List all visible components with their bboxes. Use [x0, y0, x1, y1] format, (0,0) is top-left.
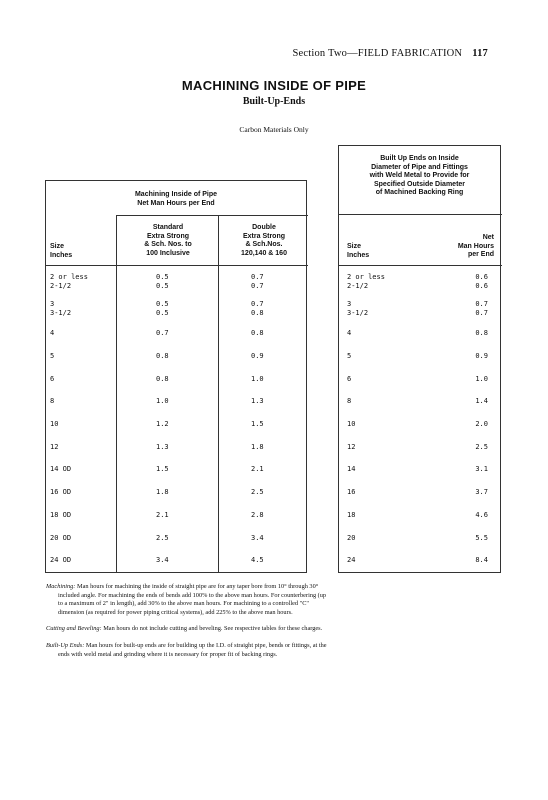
standard-value-cell: 2.1: [156, 511, 169, 519]
size-cell: 4: [50, 329, 55, 337]
size-cell: 8: [347, 397, 352, 405]
double-value-cell: 1.8: [251, 443, 264, 451]
man-hours-cell: 1.0: [475, 375, 488, 383]
size-cell: 24 OD: [50, 556, 72, 564]
note-text: dimension (as required for power piping critical systems), add 225% to the above man hours.: [58, 608, 293, 616]
size-cell: 12: [50, 443, 59, 451]
size-cell: 20: [347, 534, 356, 542]
double-value-cell: 0.9: [251, 352, 264, 360]
size-cell: 16: [347, 488, 356, 496]
note-text: Man hours do not include cutting and beveling. See respective tables for these charges.: [103, 625, 323, 633]
footnotes: [46, 583, 502, 667]
page-number: 117: [472, 48, 488, 59]
header-line: Size: [347, 243, 362, 250]
size-cell: 20 OD: [50, 534, 72, 542]
header-net-man-hours: [458, 234, 494, 260]
size-cell: 5: [50, 352, 55, 360]
man-hours-cell: 3.1: [475, 465, 488, 473]
man-hours-cell: 2.5: [475, 443, 488, 451]
size-cell: 2-1/2: [347, 282, 369, 290]
standard-value-cell: 0.8: [156, 375, 169, 383]
machining-table: [45, 180, 307, 573]
caption-line: Machining Inside of Pipe: [134, 191, 218, 198]
built-up-note: [46, 642, 502, 659]
page-title: MACHINING INSIDE OF PIPE: [181, 78, 367, 93]
double-value-cell: 2.5: [251, 488, 264, 496]
double-value-cell: 0.7: [251, 282, 264, 290]
cutting-note: [46, 625, 502, 634]
double-value-cell: 4.5: [251, 556, 264, 564]
caption-line: with Weld Metal to Provide for: [369, 172, 470, 179]
header-line: Size: [50, 243, 65, 250]
standard-value-cell: 2.5: [156, 534, 169, 542]
double-value-cell: 0.7: [251, 300, 264, 308]
size-cell: 2 or less: [50, 273, 88, 281]
caption-line: Net Man Hours per End: [137, 199, 215, 207]
size-cell: 8: [50, 397, 55, 405]
size-cell: 3-1/2: [50, 309, 72, 317]
header-line: & Sch.Nos.: [245, 241, 283, 248]
header-line: & Sch. Nos. to: [144, 241, 192, 248]
header-line: Double: [252, 224, 276, 231]
double-value-cell: 1.5: [251, 420, 264, 428]
caption-line: Specified Outside Diameter: [373, 180, 466, 188]
caption-divider: [116, 215, 308, 216]
man-hours-cell: 3.7: [475, 488, 488, 496]
standard-value-cell: 1.5: [156, 465, 169, 473]
size-cell: 3: [50, 300, 55, 308]
double-value-cell: 0.8: [251, 309, 264, 317]
section-title: Section Two—FIELD FABRICATION: [292, 48, 463, 59]
header-size: [50, 243, 72, 260]
machining-note: [46, 583, 502, 617]
size-cell: 18: [347, 511, 356, 519]
size-cell: 3: [347, 300, 352, 308]
header-line: Net: [482, 234, 494, 241]
standard-value-cell: 0.8: [156, 352, 169, 360]
size-cell: 10: [50, 420, 59, 428]
caption-line: Built Up Ends on Inside: [380, 155, 459, 162]
size-cell: 14: [347, 465, 356, 473]
machining-caption: [46, 191, 306, 208]
size-cell: 2 or less: [347, 273, 385, 281]
note-text: Man hours for built-up ends are for building up the I.D. of straight pipe, bends or fittings, at the: [85, 641, 327, 649]
double-value-cell: 2.1: [251, 465, 264, 473]
man-hours-cell: 0.9: [475, 352, 488, 360]
header-line: Man Hours: [457, 242, 494, 250]
header-size: [347, 243, 369, 260]
size-cell: 3-1/2: [347, 309, 369, 317]
standard-value-cell: 1.8: [156, 488, 169, 496]
size-cell: 24: [347, 556, 356, 564]
man-hours-cell: 0.6: [475, 282, 488, 290]
column-divider: [116, 215, 117, 573]
header-line: Inches: [347, 251, 370, 259]
column-divider: [218, 215, 219, 573]
note-text: ends with weld metal and grinding where it is necessary for proper fit of backing rings.: [58, 650, 278, 658]
size-cell: 18 OD: [50, 511, 72, 519]
header-line: Standard: [152, 224, 184, 231]
header-divider: [46, 265, 308, 266]
standard-value-cell: 0.7: [156, 329, 169, 337]
caption-line: of Machined Backing Ring: [375, 189, 464, 196]
note-label: Cutting and Beveling:: [46, 625, 102, 633]
header-double: [220, 224, 308, 258]
size-cell: 16 OD: [50, 488, 72, 496]
header-line: 100 Inclusive: [146, 249, 190, 257]
man-hours-cell: 0.7: [475, 300, 488, 308]
man-hours-cell: 1.4: [475, 397, 488, 405]
header-standard: [118, 224, 218, 258]
built-up-caption: [339, 155, 500, 198]
note-label: Machining:: [46, 583, 76, 590]
double-value-cell: 2.8: [251, 511, 264, 519]
size-cell: 4: [347, 329, 352, 337]
standard-value-cell: 0.5: [156, 282, 169, 290]
man-hours-cell: 0.7: [475, 309, 488, 317]
standard-value-cell: 0.5: [156, 273, 169, 281]
note-text: to a maximum of 2" in length), add 30% to the above man hours. For machining to a controlled "C": [58, 600, 309, 608]
size-cell: 14 OD: [50, 465, 72, 473]
size-cell: 6: [347, 375, 352, 383]
header-line: per End: [467, 251, 494, 258]
header-line: Extra Strong: [242, 232, 285, 240]
running-header: [292, 48, 488, 59]
note-text: Man hours for machining the inside of straight pipe are for any taper bore from 10° through 30°: [76, 583, 319, 590]
standard-value-cell: 1.2: [156, 420, 169, 428]
man-hours-cell: 2.0: [475, 420, 488, 428]
double-value-cell: 0.8: [251, 329, 264, 337]
size-cell: 2-1/2: [50, 282, 72, 290]
double-value-cell: 0.7: [251, 273, 264, 281]
size-cell: 12: [347, 443, 356, 451]
page-subtitle: Built-Up-Ends: [242, 96, 306, 107]
double-value-cell: 1.3: [251, 397, 264, 405]
materials-note: Carbon Materials Only: [239, 125, 309, 134]
standard-value-cell: 1.0: [156, 397, 169, 405]
man-hours-cell: 0.8: [475, 329, 488, 337]
double-value-cell: 3.4: [251, 534, 264, 542]
size-cell: 5: [347, 352, 352, 360]
man-hours-cell: 8.4: [475, 556, 488, 564]
size-cell: 10: [347, 420, 356, 428]
caption-divider: [339, 214, 502, 215]
caption-line: Diameter of Pipe and Fittings: [371, 163, 468, 171]
standard-value-cell: 0.5: [156, 309, 169, 317]
note-text: included angle. For machining the ends of bends add 100% to the above man hours. For counterbering (up: [58, 591, 327, 599]
note-label: Built-Up Ends:: [46, 641, 85, 649]
header-line: Inches: [50, 251, 73, 259]
built-up-ends-table: [338, 145, 501, 573]
double-value-cell: 1.0: [251, 375, 264, 383]
size-cell: 6: [50, 375, 55, 383]
standard-value-cell: 1.3: [156, 443, 169, 451]
header-line: 120,140 & 160: [241, 249, 287, 257]
header-line: Extra Strong: [146, 232, 189, 240]
man-hours-cell: 0.6: [475, 273, 488, 281]
standard-value-cell: 3.4: [156, 556, 169, 564]
header-divider: [339, 265, 502, 266]
man-hours-cell: 5.5: [475, 534, 488, 542]
man-hours-cell: 4.6: [475, 511, 488, 519]
standard-value-cell: 0.5: [156, 300, 169, 308]
